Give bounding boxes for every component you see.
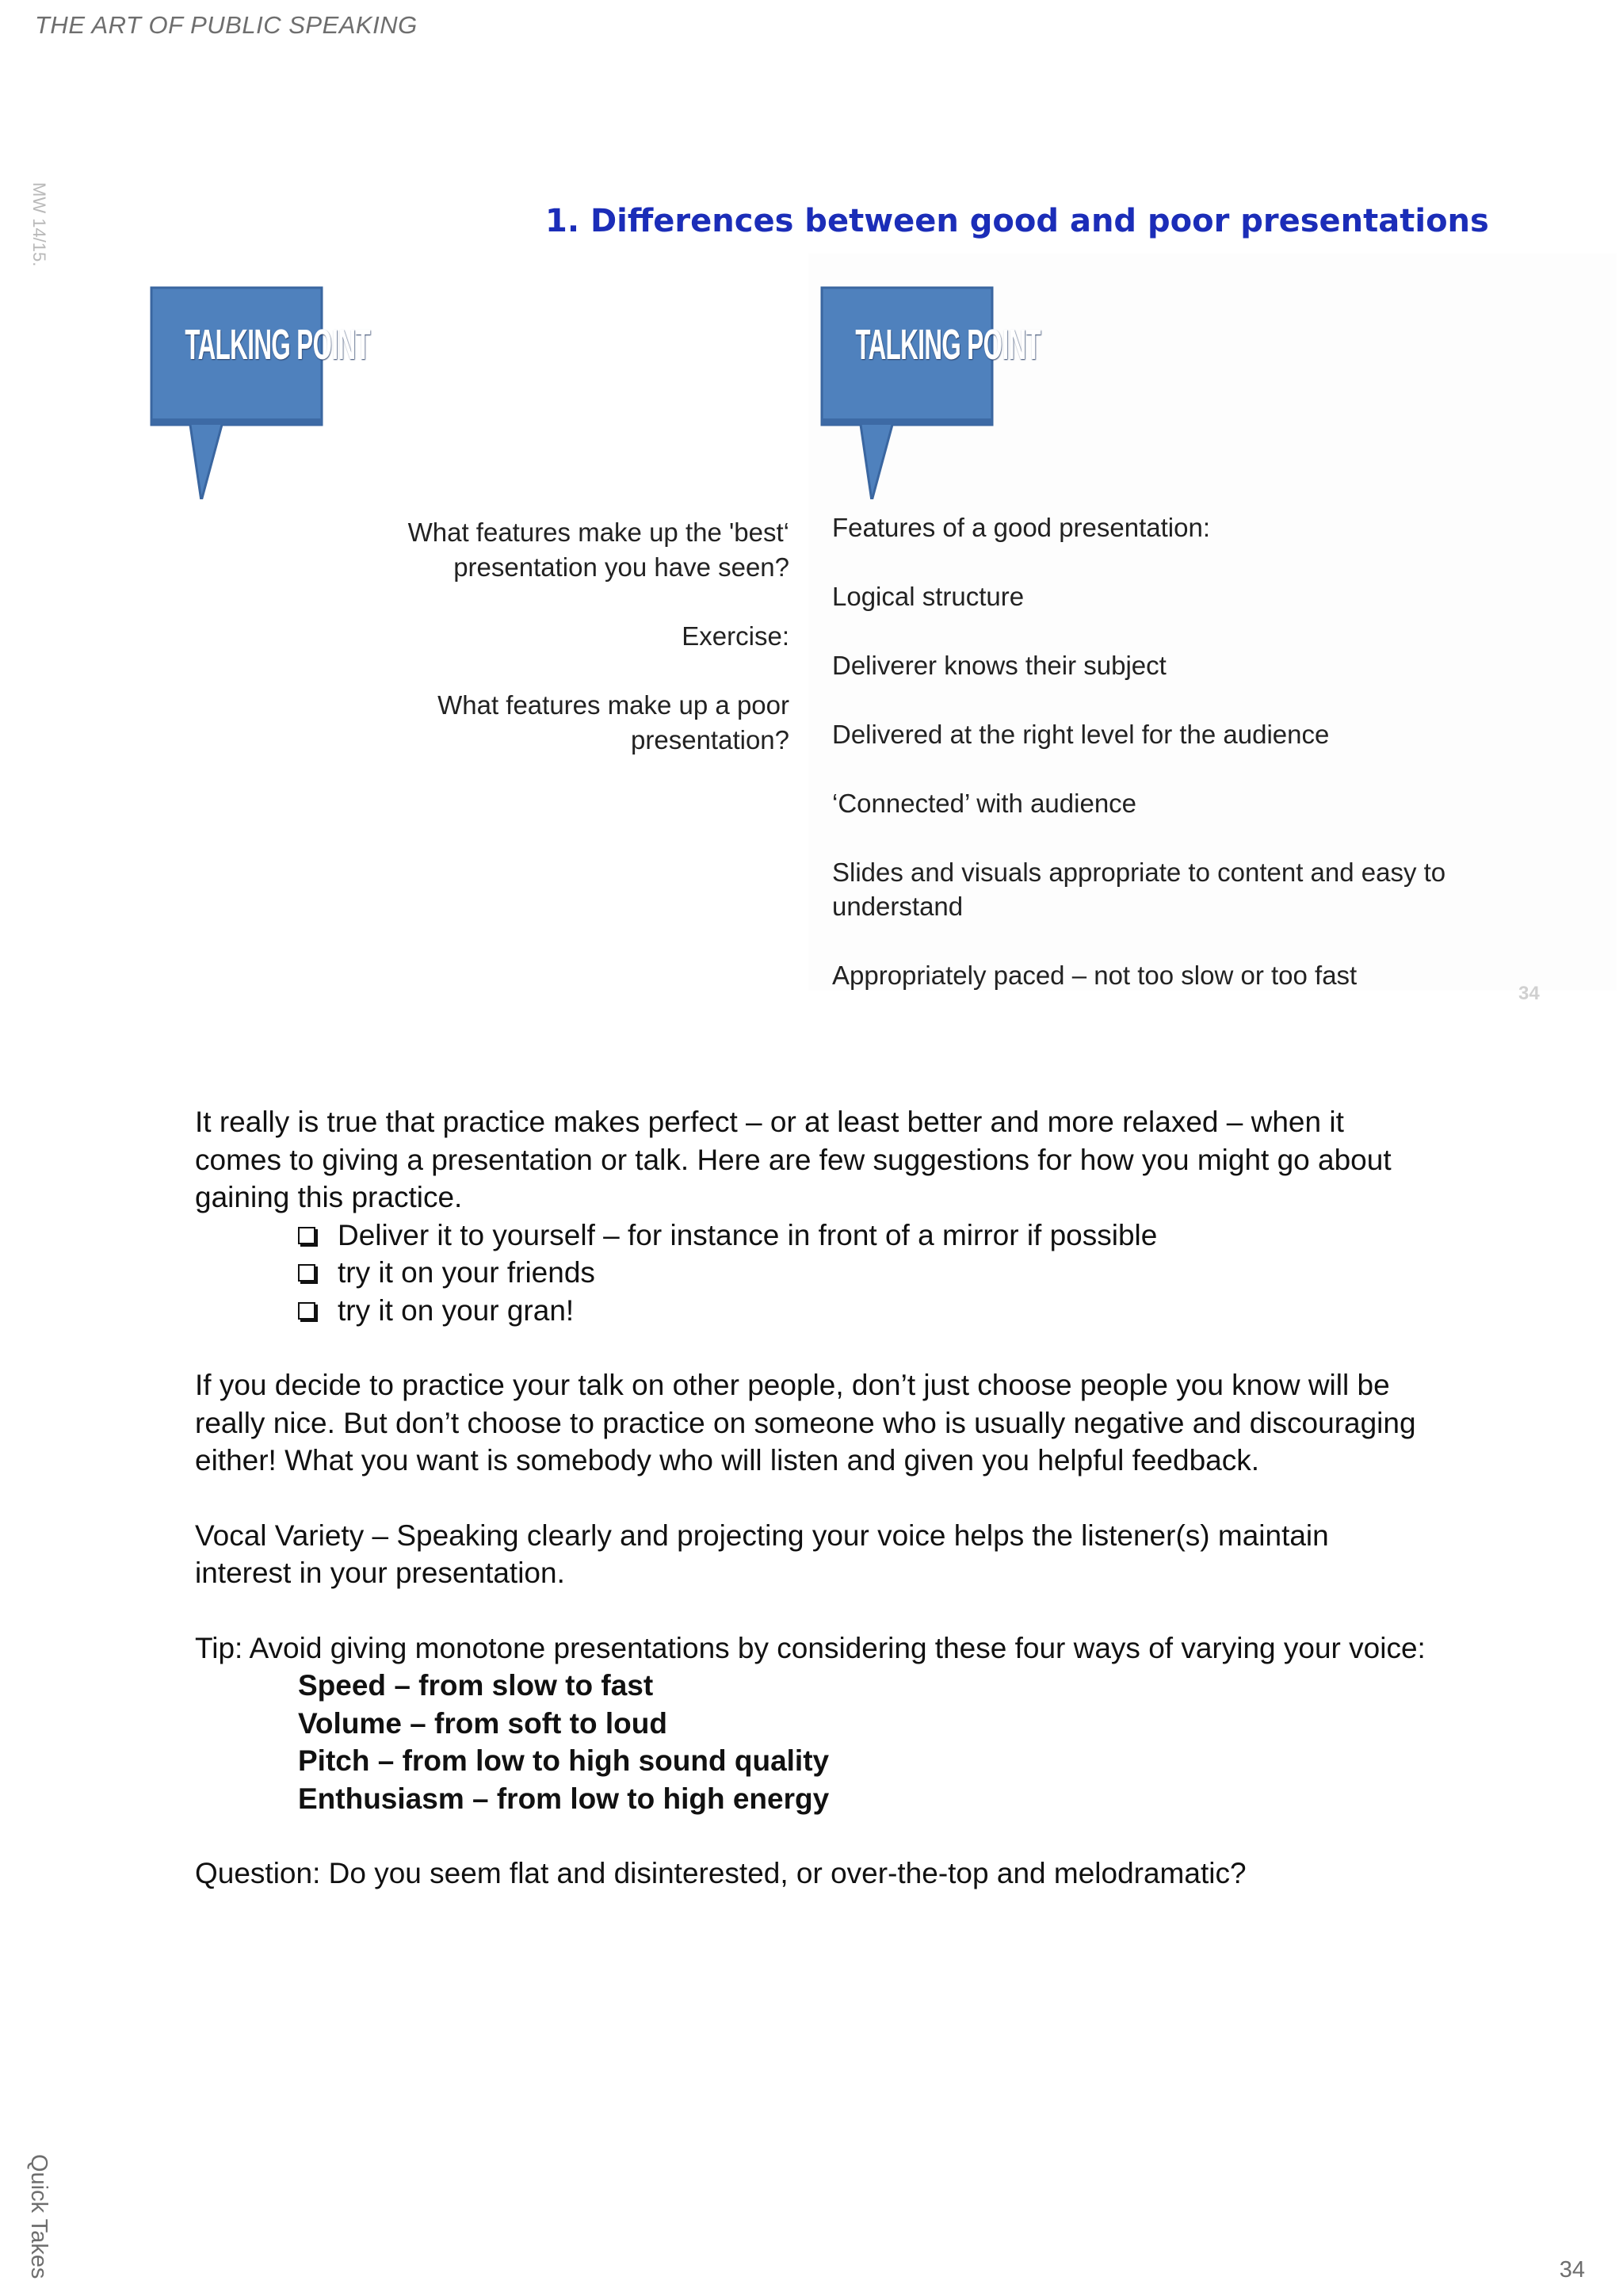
- feature-item: Slides and visuals appropriate to content and easy to understand: [832, 858, 1446, 921]
- list-item-text: try it on your gran!: [338, 1293, 575, 1327]
- good-presentation-features: [832, 510, 1450, 1027]
- question-poor: What features make up a poor presentation?: [437, 690, 789, 755]
- list-item: Enthusiasm – from low to high energy: [298, 1782, 830, 1815]
- body-text: [195, 1103, 1431, 1893]
- feature-item: Delivered at the right level for the audience: [832, 720, 1330, 749]
- list-item: Volume – from soft to loud: [298, 1706, 667, 1740]
- intro-paragraph: It really is true that practice makes perfect – or at least better and more relaxed – when it comes to giving a presentation or talk. Here are few suggestions for how you might go about gaining this practice.: [195, 1106, 1392, 1213]
- feature-item: Logical structure: [832, 582, 1025, 611]
- side-stamp: MW 14/15.: [29, 182, 49, 267]
- feature-item: ‘Connected’ with audience: [832, 789, 1137, 818]
- side-footer: [25, 2154, 57, 2281]
- list-item: Pitch – from low to high sound quality: [298, 1744, 830, 1777]
- practice-advice-paragraph: If you decide to practice your talk on other people, don’t just choose people you know will be really nice. But don’t choose to practice on someone who is usually negative and discouraging either! What you want is somebody who will listen and given you helpful feedback.: [195, 1369, 1416, 1477]
- feature-item: Deliverer knows their subject: [832, 651, 1167, 680]
- list-item: [298, 1292, 1431, 1330]
- voice-variation-list: [195, 1667, 1431, 1817]
- list-item-text: Deliver it to yourself – for instance in front of a mirror if possible: [338, 1218, 1158, 1251]
- page-number: 34: [1559, 2257, 1585, 2283]
- checkbox-bullet-icon: [298, 1264, 315, 1282]
- checkbox-bullet-icon: [298, 1227, 315, 1244]
- question-best: What features make up the 'best‘ presentation you have seen?: [407, 518, 789, 582]
- side-footer-label: Quick Takes: [26, 2154, 52, 2279]
- discussion-questions: [298, 515, 789, 792]
- section-title: 1. Differences between good and poor presentations: [545, 203, 1489, 239]
- checkbox-bullet-icon: [298, 1302, 315, 1320]
- feature-item: Appropriately paced – not too slow or too fast: [832, 961, 1358, 990]
- callout-shape-icon: [149, 285, 371, 499]
- callout-shape-icon: [819, 285, 1041, 499]
- practice-list: [195, 1217, 1431, 1330]
- talking-point-label: TALKING POINT: [185, 321, 371, 369]
- exercise-label: Exercise:: [682, 621, 789, 651]
- question-line: Question: Do you seem flat and disinterested, or over-the-top and melodramatic?: [195, 1857, 1247, 1889]
- vocal-variety-paragraph: Vocal Variety – Speaking clearly and projecting your voice helps the listener(s) maintain interest in your presentation.: [195, 1519, 1329, 1589]
- list-item-text: try it on your friends: [338, 1256, 595, 1289]
- list-item: [298, 1254, 1431, 1292]
- features-heading: Features of a good presentation:: [832, 513, 1210, 542]
- tip-line: Tip: Avoid giving monotone presentations by considering these four ways of varying your voice:: [195, 1631, 1426, 1664]
- list-item: Speed – from slow to fast: [298, 1669, 654, 1702]
- talking-point-callout-right: [819, 285, 1041, 499]
- list-item: [298, 1217, 1431, 1255]
- talking-point-label: TALKING POINT: [855, 321, 1041, 369]
- slide-number: 34: [1518, 983, 1540, 1004]
- talking-point-callout-left: [149, 285, 371, 499]
- running-header: THE ART OF PUBLIC SPEAKING: [35, 11, 418, 39]
